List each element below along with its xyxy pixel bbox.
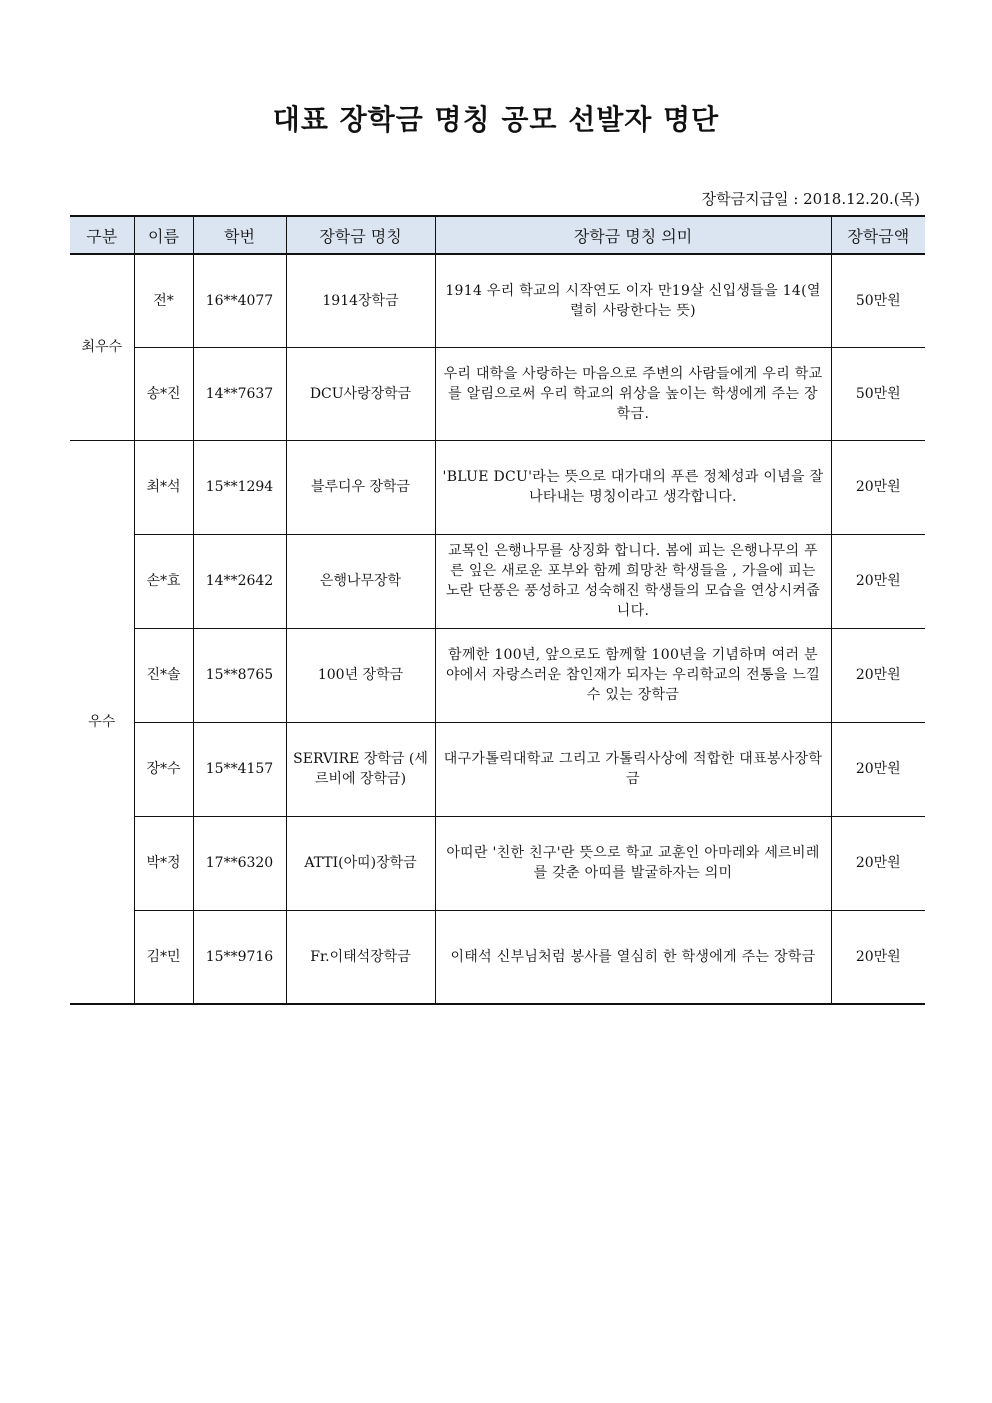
name-cell: 전* <box>134 254 193 347</box>
scholarship-name-cell: 1914장학금 <box>286 254 435 347</box>
amount-cell: 20만원 <box>831 534 925 628</box>
scholarship-name-cell: 은행나무장학 <box>286 534 435 628</box>
table-row <box>70 440 925 534</box>
header-scholarship-name: 장학금 명칭 <box>286 216 435 254</box>
meaning-cell: 1914 우리 학교의 시작연도 이자 만19살 신입생들을 14(열렬히 사랑한다는 뜻) <box>435 254 831 347</box>
student-id-cell: 15**4157 <box>193 722 286 816</box>
meaning-cell: 이태석 신부님처럼 봉사를 열심히 한 학생에게 주는 장학금 <box>435 910 831 1004</box>
student-id-cell: 14**2642 <box>193 534 286 628</box>
student-id-cell: 15**9716 <box>193 910 286 1004</box>
meaning-cell: 교목인 은행나무를 상징화 합니다. 봄에 피는 은행나무의 푸른 잎은 새로운 포부와 함께 희망찬 학생들을 , 가을에 피는 노란 단풍은 풍성하고 성숙해진 학생들의 모습을 연상시켜줍니다. <box>435 534 831 628</box>
meaning-cell: 'BLUE DCU'라는 뜻으로 대가대의 푸른 정체성과 이념을 잘 나타내는 명칭이라고 생각합니다. <box>435 440 831 534</box>
student-id-cell: 16**4077 <box>193 254 286 347</box>
amount-cell: 50만원 <box>831 254 925 347</box>
payment-date: 장학금지급일 : 2018.12.20.(목) <box>701 190 920 208</box>
table-row <box>70 816 925 910</box>
amount-cell: 20만원 <box>831 628 925 722</box>
header-amount: 장학금액 <box>831 216 925 254</box>
amount-cell: 20만원 <box>831 910 925 1004</box>
amount-cell: 20만원 <box>831 440 925 534</box>
table-row <box>70 347 925 440</box>
name-cell: 박*정 <box>134 816 193 910</box>
amount-cell: 20만원 <box>831 722 925 816</box>
meaning-cell: 대구가톨릭대학교 그리고 가톨릭사상에 적합한 대표봉사장학금 <box>435 722 831 816</box>
student-id-cell: 17**6320 <box>193 816 286 910</box>
category-cell: 최우수 <box>70 254 134 440</box>
scholarship-name-cell: 100년 장학금 <box>286 628 435 722</box>
meaning-cell: 함께한 100년, 앞으로도 함께할 100년을 기념하며 여러 분야에서 자랑스러운 참인재가 되자는 우리학교의 전통을 느낄 수 있는 장학금 <box>435 628 831 722</box>
scholarship-name-cell: Fr.이태석장학금 <box>286 910 435 1004</box>
table-row <box>70 534 925 628</box>
table-row <box>70 628 925 722</box>
name-cell: 최*석 <box>134 440 193 534</box>
student-id-cell: 15**8765 <box>193 628 286 722</box>
amount-cell: 20만원 <box>831 816 925 910</box>
header-category: 구분 <box>70 216 134 254</box>
meaning-cell: 아띠란 '친한 친구'란 뜻으로 학교 교훈인 아마레와 세르비레를 갖춘 아띠를 발굴하자는 의미 <box>435 816 831 910</box>
header-name: 이름 <box>134 216 193 254</box>
table-header-row <box>70 216 925 254</box>
meaning-cell: 우리 대학을 사랑하는 마음으로 주변의 사람들에게 우리 학교를 알림으로써 우리 학교의 위상을 높이는 학생에게 주는 장학금. <box>435 347 831 440</box>
table-row <box>70 254 925 347</box>
scholarship-name-cell: ATTI(아띠)장학금 <box>286 816 435 910</box>
scholarship-name-cell: 블루디우 장학금 <box>286 440 435 534</box>
student-id-cell: 14**7637 <box>193 347 286 440</box>
scholarship-name-cell: SERVIRE 장학금 (세르비에 장학금) <box>286 722 435 816</box>
table-row <box>70 722 925 816</box>
recipient-table <box>70 215 925 1005</box>
name-cell: 김*민 <box>134 910 193 1004</box>
amount-cell: 50만원 <box>831 347 925 440</box>
header-scholarship-meaning: 장학금 명칭 의미 <box>435 216 831 254</box>
name-cell: 진*솔 <box>134 628 193 722</box>
scholarship-name-cell: DCU사랑장학금 <box>286 347 435 440</box>
student-id-cell: 15**1294 <box>193 440 286 534</box>
table-row <box>70 910 925 1004</box>
category-cell: 우수 <box>70 440 134 1004</box>
name-cell: 손*효 <box>134 534 193 628</box>
name-cell: 장*수 <box>134 722 193 816</box>
document-title: 대표 장학금 명칭 공모 선발자 명단 <box>272 103 720 136</box>
name-cell: 송*진 <box>134 347 193 440</box>
header-student-id: 학번 <box>193 216 286 254</box>
